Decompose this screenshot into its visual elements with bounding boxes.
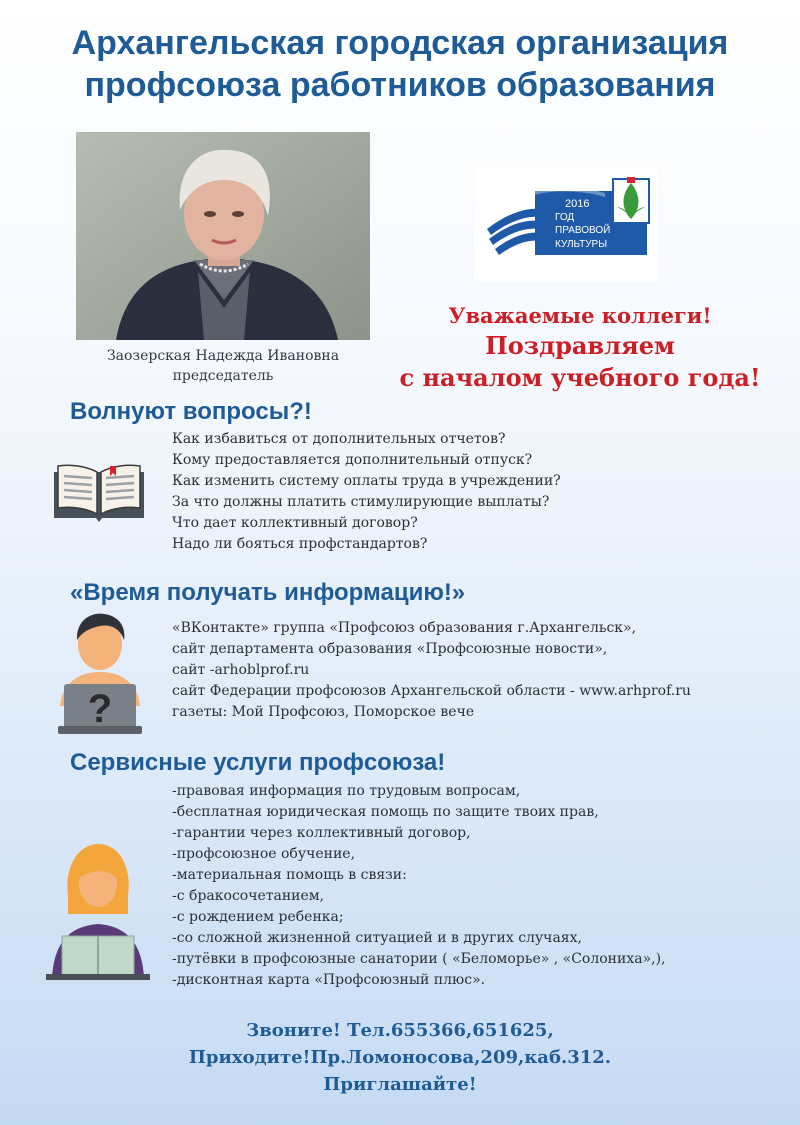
footer-line-1: Звоните! Тел.655366,651625, <box>246 1020 554 1041</box>
user-laptop-question-icon <box>50 610 150 740</box>
services-heading: Сервисные услуги профсоюза! <box>70 749 446 776</box>
title-line-2: профсоюза работников образования <box>84 66 716 104</box>
questions-heading: Волнуют вопросы?! <box>70 398 312 425</box>
list-item: -материальная помощь в связи: <box>172 867 407 883</box>
list-item: сайт Федерации профсоюзов Архангельской области - www.arhprof.ru <box>172 683 691 699</box>
open-book-icon <box>52 462 146 526</box>
list-item: Кому предоставляется дополнительный отпуск? <box>172 452 533 468</box>
list-item: -гарантии через коллективный договор, <box>172 825 471 841</box>
logo-year: 2016 <box>565 198 590 210</box>
list-item: сайт -arhoblprof.ru <box>172 662 310 678</box>
greeting-line-1: Уважаемые коллеги! <box>448 303 712 328</box>
footer-line-2: Приходите!Пр.Ломоносова,209,каб.312. <box>188 1047 612 1068</box>
list-item: -со сложной жизненной ситуацией и в других случаях, <box>172 930 582 946</box>
list-item: -правовая информация по трудовым вопросам, <box>172 783 521 799</box>
logo-line-3: КУЛЬТУРЫ <box>555 239 608 250</box>
questions-list <box>172 429 561 555</box>
woman-reading-icon <box>46 840 150 984</box>
footer-line-3: Приглашайте! <box>323 1074 477 1095</box>
title-line-1: Архангельская городская организация <box>71 24 729 62</box>
info-list <box>172 618 691 723</box>
list-item: Как избавиться от дополнительных отчетов? <box>172 431 506 447</box>
list-item: -с рождением ребенка; <box>172 909 344 925</box>
svg-text:?: ? <box>87 687 113 731</box>
chair-name: Заозерская Надежда Ивановна <box>106 348 340 364</box>
list-item: Надо ли бояться профстандартов? <box>172 536 428 552</box>
greeting-line-3: с началом учебного года! <box>399 363 761 392</box>
chair-photo <box>76 132 370 340</box>
chair-caption <box>76 346 370 386</box>
contact-footer <box>0 1017 800 1098</box>
list-item: Как изменить систему оплаты труда в учреждении? <box>172 473 561 489</box>
list-item: -путёвки в профсоюзные санатории ( «Беломорье» , «Солониха»,), <box>172 951 666 967</box>
list-item: «ВКонтакте» группа «Профсоюз образования г.Архангельск», <box>172 620 637 636</box>
services-list <box>172 781 666 991</box>
greeting <box>380 302 780 394</box>
logo-line-2: ПРАВОВОЙ <box>555 225 611 236</box>
list-item: Что дает коллективный договор? <box>172 515 418 531</box>
year-of-legal-culture-logo <box>475 167 658 281</box>
info-heading: «Время получать информацию!» <box>70 579 466 606</box>
logo-line-1: ГОД <box>555 212 575 223</box>
list-item: -с бракосочетанием, <box>172 888 325 904</box>
greeting-line-2: Поздравляем <box>485 331 675 360</box>
list-item: -дисконтная карта «Профсоюзный плюс». <box>172 972 486 988</box>
list-item: сайт департамента образования «Профсоюзные новости», <box>172 641 608 657</box>
list-item: газеты: Мой Профсоюз, Поморское вече <box>172 704 475 720</box>
list-item: -профсоюзное обучение, <box>172 846 356 862</box>
list-item: За что должны платить стимулирующие выплаты? <box>172 494 550 510</box>
chair-role: председатель <box>172 368 274 384</box>
list-item: -бесплатная юридическая помощь по защите твоих прав, <box>172 804 599 820</box>
page-title <box>0 22 800 106</box>
